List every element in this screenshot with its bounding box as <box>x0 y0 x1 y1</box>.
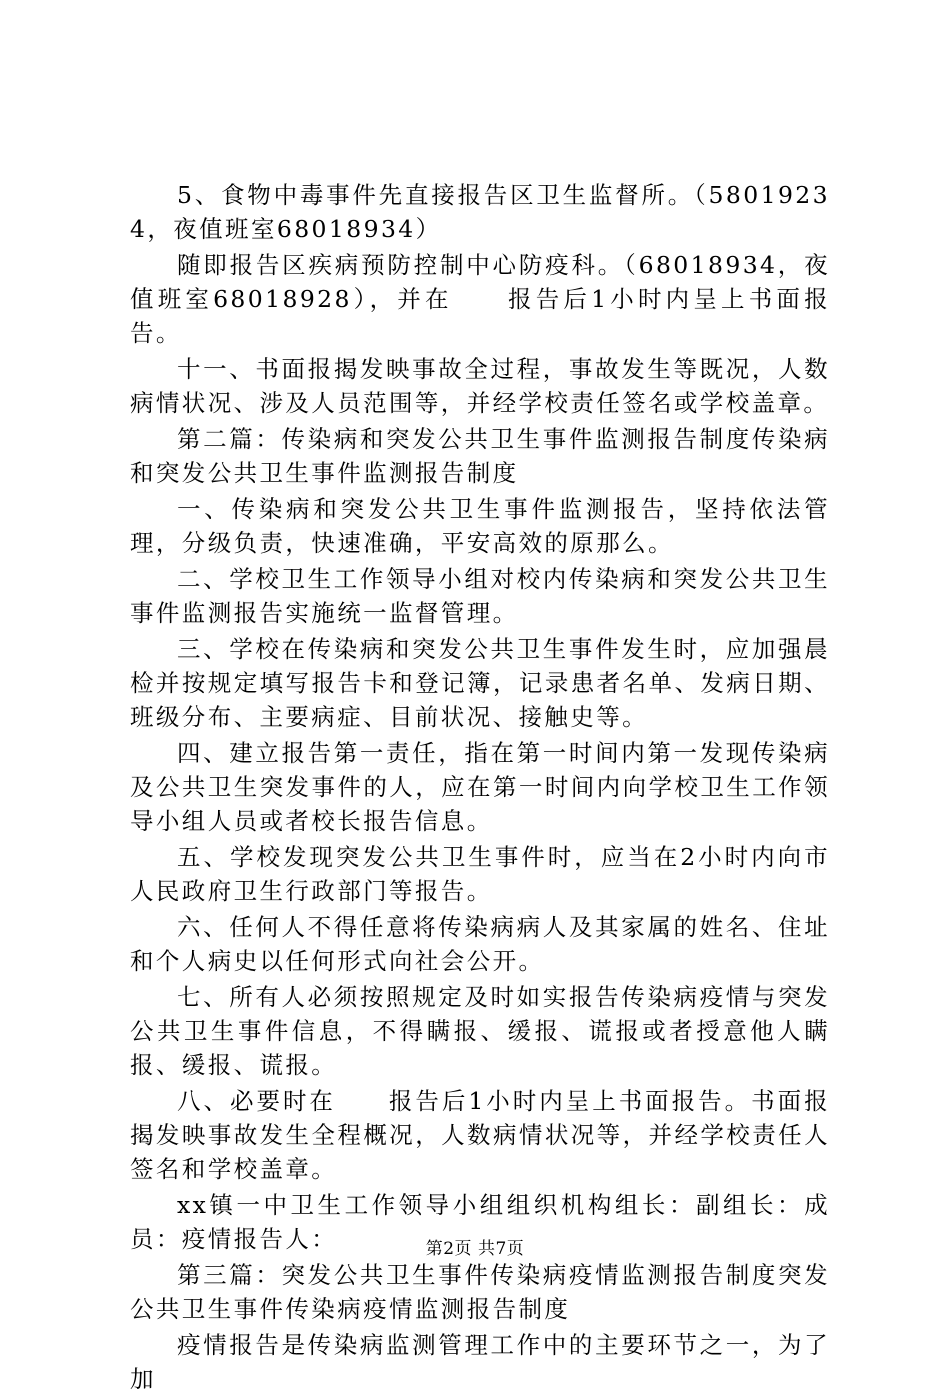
paragraph-11: 七、所有人必须按照规定及时如实报告传染病疫情与突发公共卫生事件信息，不得瞒报、缓报、谎报或者授意他人瞒报、缓报、谎报。 <box>130 983 830 1079</box>
paragraph-12: 八、必要时在 报告后1小时内呈上书面报告。书面报揭发映事故发生全程概况，人数病情状况等，并经学校责任人签名和学校盖章。 <box>130 1087 830 1183</box>
section-heading-3: 第三篇：突发公共卫生事件传染病疫情监测报告制度突发公共卫生事件传染病疫情监测报告制度 <box>130 1261 830 1323</box>
paragraph-7: 三、学校在传染病和突发公共卫生事件发生时，应加强晨检并按规定填写报告卡和登记簿，记录患者名单、发病日期、班级分布、主要病症、目前状况、接触史等。 <box>130 635 830 731</box>
paragraph-2: 随即报告区疾病预防控制中心防疫科。（68018934，夜值班室68018928），并在 报告后1小时内呈上书面报告。 <box>130 251 830 347</box>
paragraph-10: 六、任何人不得任意将传染病病人及其家属的姓名、住址和个人病史以任何形式向社会公开。 <box>130 913 830 975</box>
paragraph-1: 5、食物中毒事件先直接报告区卫生监督所。（58019234，夜值班室68018934） <box>130 181 830 243</box>
paragraph-5: 一、传染病和突发公共卫生事件监测报告，坚持依法管理，分级负责，快速准确，平安高效的原那么。 <box>130 495 830 557</box>
paragraph-9: 五、学校发现突发公共卫生事件时，应当在2小时内向市人民政府卫生行政部门等报告。 <box>130 843 830 905</box>
paragraph-8: 四、建立报告第一责任，指在第一时间内第一发现传染病及公共卫生突发事件的人，应在第一时间内向学校卫生工作领导小组人员或者校长报告信息。 <box>130 739 830 835</box>
paragraph-13: xx镇一中卫生工作领导小组组织机构组长：副组长：成员：疫情报告人： <box>130 1191 830 1253</box>
section-heading-2: 第二篇：传染病和突发公共卫生事件监测报告制度传染病和突发公共卫生事件监测报告制度 <box>130 425 830 487</box>
paragraph-15: 疫情报告是传染病监测管理工作中的主要环节之一，为了加 <box>130 1331 830 1393</box>
paragraph-3: 十一、书面报揭发映事故全过程，事故发生等既况，人数病情状况、涉及人员范围等，并经学校责任签名或学校盖章。 <box>130 355 830 417</box>
document-body <box>130 178 830 1398</box>
page-footer: 第2页 共7页 <box>425 1239 525 1259</box>
paragraph-6: 二、学校卫生工作领导小组对校内传染病和突发公共卫生事件监测报告实施统一监督管理。 <box>130 565 830 627</box>
